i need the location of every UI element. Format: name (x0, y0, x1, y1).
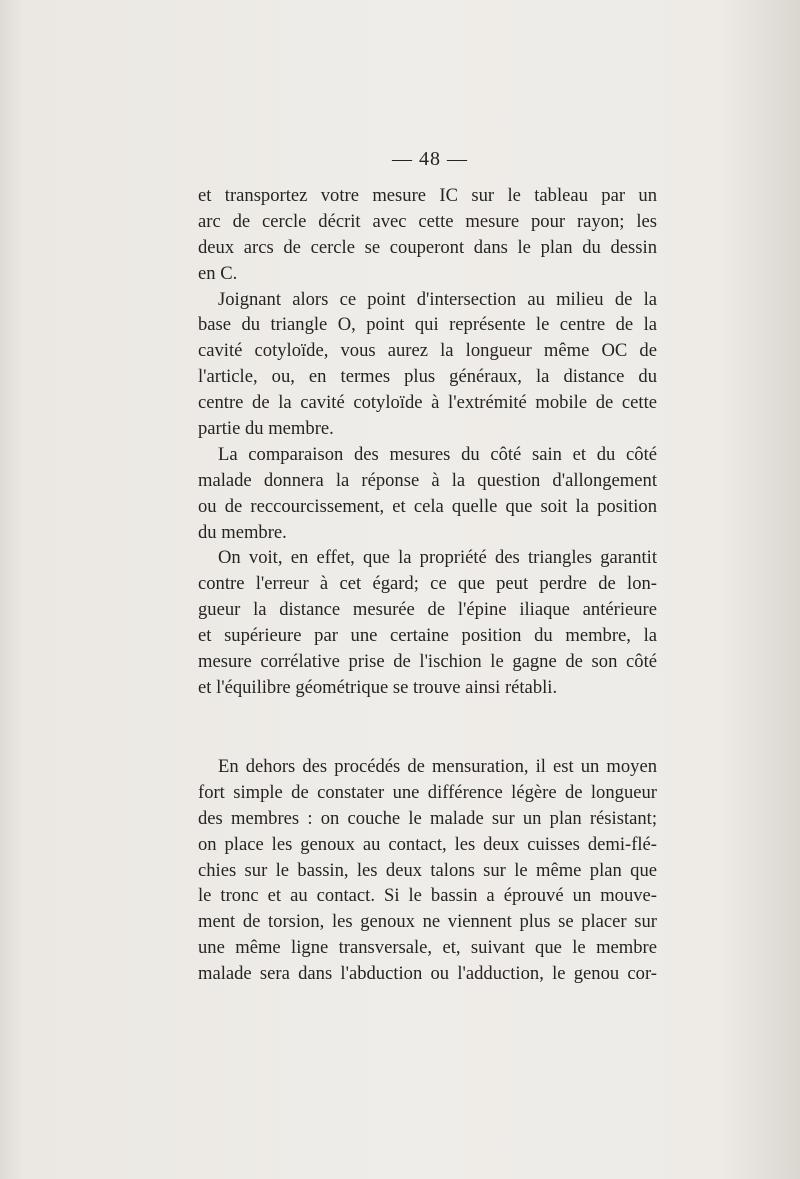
text-line: On voit, en effet, que la propriété des triangles garantit (218, 547, 657, 569)
text-line: gueur la distance mesurée de l'épine iliaque antérieure (198, 599, 657, 621)
text-line: on place les genoux au contact, les deux cuisses demi-flé- (198, 833, 657, 855)
text-line: mesure corrélative prise de l'ischion le gagne de son côté (198, 651, 657, 673)
text-line: malade sera dans l'abduction ou l'adduction, le genou cor- (198, 963, 657, 985)
paragraph-block-lower (198, 754, 657, 987)
text-line: fort simple de constater une différence légère de longueur (198, 781, 657, 803)
text-line: partie du membre. (198, 418, 334, 440)
text-line: arc de cercle décrit avec cette mesure pour rayon; les (198, 210, 657, 232)
text-line: le tronc et au contact. Si le bassin a éprouvé un mouve- (198, 885, 657, 907)
text-line: contre l'erreur à cet égard; ce que peut perdre de lon- (198, 573, 657, 595)
text-line: en C. (198, 262, 238, 284)
text-line: et transportez votre mesure IC sur le tableau par un (198, 185, 657, 206)
text-line: En dehors des procédés de mensuration, il est un moyen (218, 756, 657, 777)
paragraph-block-upper (198, 183, 657, 701)
text-line: deux arcs de cercle se couperont dans le plan du dessin (198, 236, 657, 258)
page-number: — 48 — (392, 148, 468, 170)
text-line: l'article, ou, en termes plus généraux, la distance du (198, 366, 657, 388)
text-line: une même ligne transversale, et, suivant que le membre (198, 937, 657, 959)
text-line: malade donnera la réponse à la question d'allongement (198, 469, 657, 491)
text-line: centre de la cavité cotyloïde à l'extrémité mobile de cette (198, 392, 657, 414)
text-line: ou de reccourcissement, et cela quelle que soit la position (198, 495, 657, 517)
text-line: et supérieure par une certaine position du membre, la (198, 625, 657, 647)
text-line: et l'équilibre géométrique se trouve ainsi rétabli. (198, 676, 558, 698)
text-line: La comparaison des mesures du côté sain et du côté (218, 443, 657, 465)
text-line: cavité cotyloïde, vous aurez la longueur même OC de (198, 340, 657, 362)
text-line: du membre. (198, 521, 287, 543)
text-line: ment de torsion, les genoux ne viennent plus se placer sur (198, 911, 657, 933)
text-line: des membres : on couche le malade sur un plan résistant; (198, 807, 657, 829)
text-line: Joignant alors ce point d'intersection au milieu de la (218, 288, 657, 310)
text-line: chies sur le bassin, les deux talons sur le même plan que (198, 859, 657, 881)
text-line: base du triangle O, point qui représente le centre de la (198, 314, 657, 336)
